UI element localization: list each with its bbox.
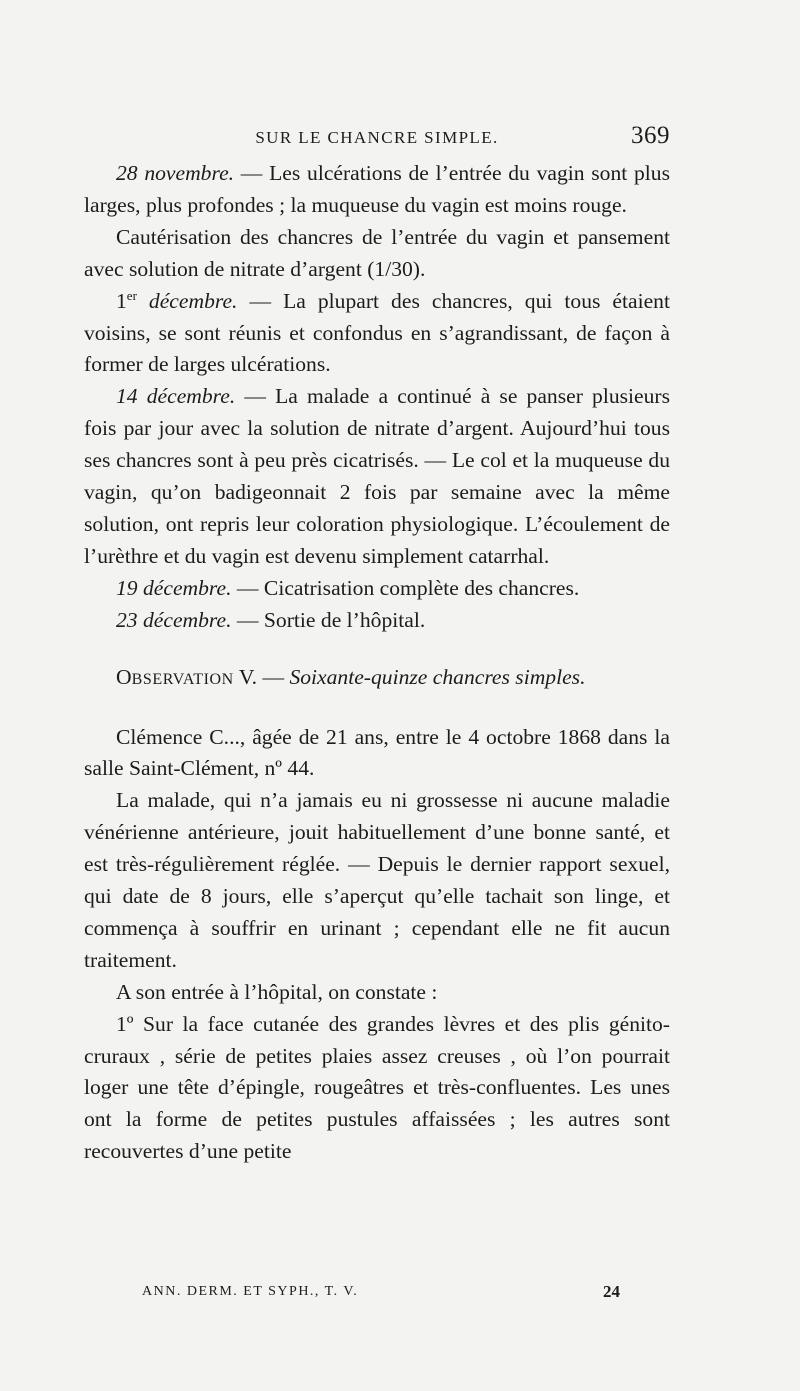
footer-signature: 24 <box>603 1282 620 1301</box>
case-paragraph: La malade, qui n’a jamais eu ni grossesse ni aucune maladie vénérienne antérieure, jouit habituellement d’une bonne santé, et est très-régulièrement réglée. — Depuis le dernier rapport sexuel, qui date de 8 jours, elle s’aperçut qu’elle tachait son linge, et commença à souffrir en urinant ; cependant elle ne fit aucun traitement. <box>84 788 670 972</box>
entry-day: 1 <box>116 288 127 313</box>
entry-text: Cautérisation des chancres de l’entrée du vagin et pansement avec solution de nitrate d’argent (1/30). <box>84 224 670 281</box>
entry-text: — La malade a continué à se panser plusieurs fois par jour avec la solution de nitrate d’argent. Aujourd’hui tous ses chancres sont à peu près cicatrisés. — Le col et la muqueuse du vagin, qu’on badigeonnait 2 fois par semaine avec la même solution, ont repris leur coloration physiologique. L’écoulement de l’urèthre et du vagin est devenu simplement catarrhal. <box>84 384 671 568</box>
entry-text: — La plupart des chancres, qui tous étaient voisins, se sont réunis et confondus en s’agrandissant, de façon à former de larges ulcérations. <box>84 288 670 377</box>
case-paragraph: 1º Sur la face cutanée des grandes lèvres et des plis génito-cruraux , série de petites plaies assez creuses , où l’on pourrait loger une tête d’épingle, rougeâtres et très-confluentes. Les unes ont la forme de petites pustules affaissées ; les autres sont recouvertes d’une petite <box>84 1011 670 1164</box>
observation-label-initial: O <box>116 664 132 689</box>
entry-date: 19 décembre. <box>116 575 232 600</box>
observation-label: BSERVATION <box>131 670 234 688</box>
observation-title: Soixante-quinze chancres simples. <box>289 664 586 689</box>
entry-date: 14 décembre. <box>116 384 236 409</box>
page-number: 369 <box>631 122 670 149</box>
entry-paragraph <box>84 286 670 382</box>
entry-paragraph <box>84 573 670 605</box>
footer-source: ANN. DERM. ET SYPH., T. V. <box>142 1284 359 1299</box>
entry-text: — Les ulcérations de l’entrée du vagin sont plus larges, plus profondes ; la muqueuse du vagin est moins rouge. <box>84 161 670 217</box>
entry-paragraph <box>84 222 670 286</box>
entry-date: 23 décembre. <box>116 607 232 632</box>
running-head <box>84 122 670 152</box>
entry-paragraph <box>84 605 670 637</box>
entry-paragraph <box>84 381 670 572</box>
observation-number: V. — <box>233 664 290 689</box>
entry-date: décembre. <box>136 288 238 313</box>
entry-text: — Sortie de l’hôpital. <box>231 607 426 632</box>
entry-paragraph <box>84 158 670 222</box>
observation-heading <box>84 662 670 696</box>
running-title: SUR LE CHANCRE SIMPLE. <box>255 128 499 147</box>
entry-text: — Cicatrisation complète des chancres. <box>231 575 580 600</box>
entry-day-superscript: er <box>126 287 137 303</box>
case-paragraph: Clémence C..., âgée de 21 ans, entre le 4 octobre 1868 dans la salle Saint-Clément, nº 44. <box>84 724 670 781</box>
body-text <box>84 158 670 1168</box>
page-footer <box>84 1282 670 1306</box>
case-paragraph: A son entrée à l’hôpital, on constate : <box>116 979 438 1004</box>
entry-date: 28 novembre. <box>116 161 235 185</box>
